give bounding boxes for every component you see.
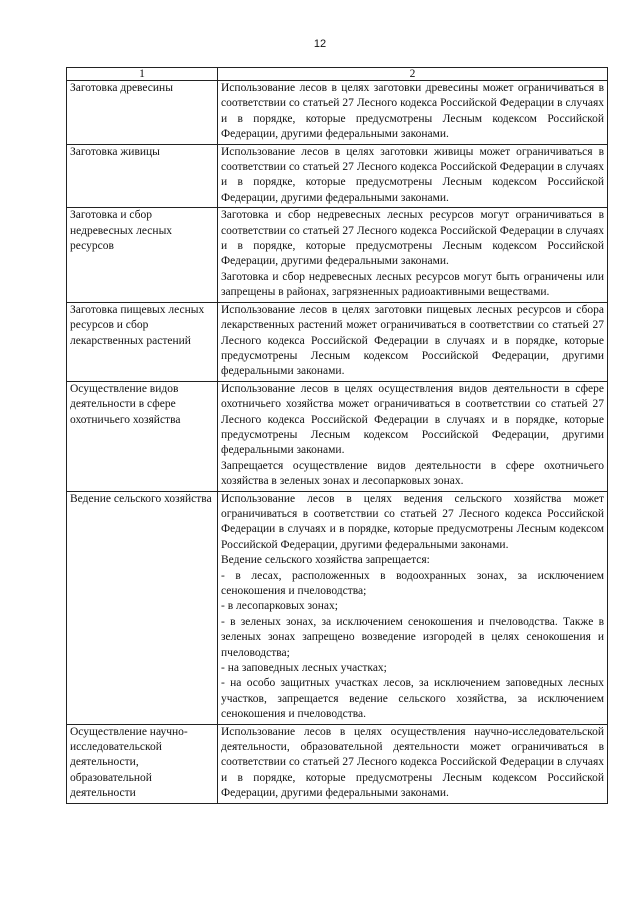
column-header-2: 2	[218, 68, 608, 81]
table-row	[67, 81, 608, 145]
restriction-paragraph: - на заповедных лесных участках;	[221, 662, 387, 675]
table-header-row	[67, 68, 608, 81]
restriction-paragraph: Использование лесов в целях заготовки древесины может ограничиваться в соответствии со статьей 27 Лесного кодекса Российской Федерации в случаях и в порядке, которые предусмотрены Лесным кодексом Российской Федерации, другими федеральными законами.	[221, 82, 604, 141]
restriction-paragraph: - в лесопарковых зонах;	[221, 600, 338, 613]
column-header-1: 1	[67, 68, 218, 81]
restriction-paragraph: - на особо защитных участках лесов, за исключением заповедных лесных участков, запрещается ведение сельского хозяйства, за исключением сенокошения и пчеловодства.	[221, 677, 604, 721]
restriction-paragraph: Использование лесов в целях заготовки пищевых лесных ресурсов и сбора лекарственных растений может ограничиваться в соответствии со статьей 27 Лесного кодекса Российской Федерации в случаях и в порядке, которые предусмотрены Лесным кодексом Российской Федерации, другими федеральными законами.	[221, 303, 604, 378]
restriction-text-cell	[218, 302, 608, 381]
table-row	[67, 302, 608, 381]
restriction-paragraph: Запрещается осуществление видов деятельности в сфере охотничьего хозяйства в зеленых зонах и лесопарковых зонах.	[221, 459, 604, 488]
restriction-text-cell	[218, 208, 608, 302]
restriction-paragraph: Заготовка и сбор недревесных лесных ресурсов могут ограничиваться в соответствии со статьей 27 Лесного кодекса Российской Федерации в случаях и в порядке, которые предусмотрены Лесным кодексом Российской Федерации, другими федеральными законами.	[221, 209, 604, 268]
restriction-text-cell	[218, 81, 608, 145]
restriction-paragraph: - в лесах, расположенных в водоохранных зонах, за исключением сенокошения и пчеловодства;	[221, 569, 604, 597]
restriction-paragraph: Ведение сельского хозяйства запрещается:	[221, 554, 430, 567]
usage-type-cell: Осуществление видов деятельности в сфере охотничьего хозяйства	[67, 381, 218, 491]
usage-type-cell: Заготовка и сбор недревесных лесных ресурсов	[67, 208, 218, 302]
page-number: 12	[313, 38, 327, 50]
restriction-text-cell	[218, 381, 608, 491]
restriction-paragraph: Использование лесов в целях заготовки живицы может ограничиваться в соответствии со статьей 27 Лесного кодекса Российской Федерации в случаях и в порядке, которые предусмотрены Лесным кодексом Российской Федерации, другими федеральными законами.	[221, 145, 604, 204]
usage-type-cell: Ведение сельского хозяйства	[67, 491, 218, 724]
restriction-paragraph: Использование лесов в целях осуществления видов деятельности в сфере охотничьего хозяйства может ограничиваться в соответствии со статьей 27 Лесного кодекса Российской Федерации в случаях и в порядке, которые предусмотрены Лесным кодексом Российской Федерации, другими федеральными законами.	[221, 382, 604, 457]
restriction-paragraph: - в зеленых зонах, за исключением сенокошения и пчеловодства. Также в зеленых зонах запрещено возведение изгородей в целях сенокошения и пчеловодства;	[221, 615, 604, 659]
usage-type-cell: Заготовка живицы	[67, 144, 218, 208]
table-row	[67, 724, 608, 803]
restriction-paragraph: Использование лесов в целях осуществления научно-исследовательской деятельности, образовательной деятельности может ограничиваться в соответствии со статьей 27 Лесного кодекса Российской Федерации в случаях и в порядке, которые предусмотрены Лесным кодексом Российской Федерации, другими федеральными законами.	[221, 725, 604, 800]
restriction-paragraph: Заготовка и сбор недревесных лесных ресурсов могут быть ограничены или запрещены в районах, загрязненных радиоактивными веществами.	[221, 270, 604, 299]
restriction-paragraph: Использование лесов в целях ведения сельского хозяйства может ограничиваться в соответствии со статьей 27 Лесного кодекса Российской Федерации в случаях и в порядке, которые предусмотрены Лесным кодексом Российской Федерации, другими федеральными законами.	[221, 492, 604, 551]
restriction-text-cell	[218, 724, 608, 803]
usage-type-cell: Заготовка пищевых лесных ресурсов и сбор лекарственных растений	[67, 302, 218, 381]
restriction-text-cell	[218, 144, 608, 208]
usage-type-cell: Осуществление научно-исследовательской деятельности, образовательной деятельности	[67, 724, 218, 803]
table-row	[67, 144, 608, 208]
usage-type-cell: Заготовка древесины	[67, 81, 218, 145]
restrictions-table	[66, 67, 608, 804]
table-body	[67, 81, 608, 804]
table-row	[67, 491, 608, 724]
table-row	[67, 381, 608, 491]
restriction-text-cell	[218, 491, 608, 724]
table-row	[67, 208, 608, 302]
